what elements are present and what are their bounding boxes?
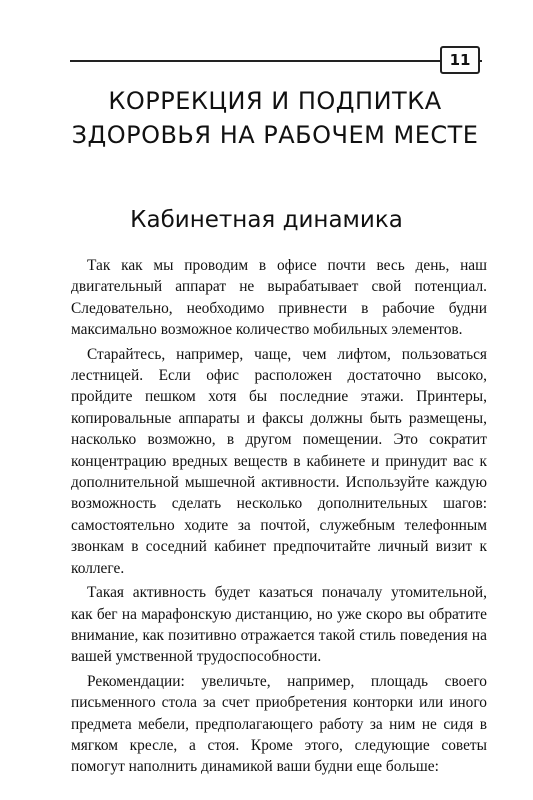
body-text — [71, 255, 487, 781]
paragraph: Такая активность будет казаться поначалу утомительной, как бег на марафонскую дистанцию, но уже скоро вы обратите внимание, как позитивно отражается такой стиль поведения на вашей умственной трудоспособности. — [71, 584, 487, 666]
page-number: 11 — [440, 46, 480, 74]
header-rule — [70, 60, 460, 62]
chapter-title — [40, 84, 510, 152]
paragraph: Старайтесь, например, чаще, чем лифтом, пользоваться лестницей. Если офис расположен достаточно высоко, пройдите пешком хотя бы последние этажи. Принтеры, копировальные аппараты и факсы должны быть размещены, насколько возможно, в другом помещении. Это сократит концентрацию вредных веществ в кабинете и принудит вас к дополнительной мышечной активности. Используйте каждую возможность сделать несколько дополнительных шагов: самостоятельно ходите за почтой, служебным телефонным звонкам в соседний кабинет предпочитайте личный визит к коллеге. — [71, 345, 487, 577]
chapter-title-line-2: ЗДОРОВЬЯ НА РАБОЧЕМ МЕСТЕ — [71, 121, 479, 149]
chapter-title-line-1: КОРРЕКЦИЯ И ПОДПИТКА — [108, 87, 442, 115]
paragraph: Рекомендации: увеличьте, например, площадь своего письменного стола за счет приобретения конторки или иного предмета мебели, предполагающего работу за ним не сидя в мягком кресле, а стоя. Кроме этого, следующие советы помогут наполнить динамикой ваши будни еще больше: — [71, 672, 487, 776]
section-title: Кабинетная динамика — [130, 207, 403, 233]
paragraph: Так как мы проводим в офисе почти весь день, наш двигательный аппарат не вырабатывает свой потенциал. Следовательно, необходимо привнести в рабочие будни максимально возможное количество мобильных элементов. — [71, 257, 487, 339]
